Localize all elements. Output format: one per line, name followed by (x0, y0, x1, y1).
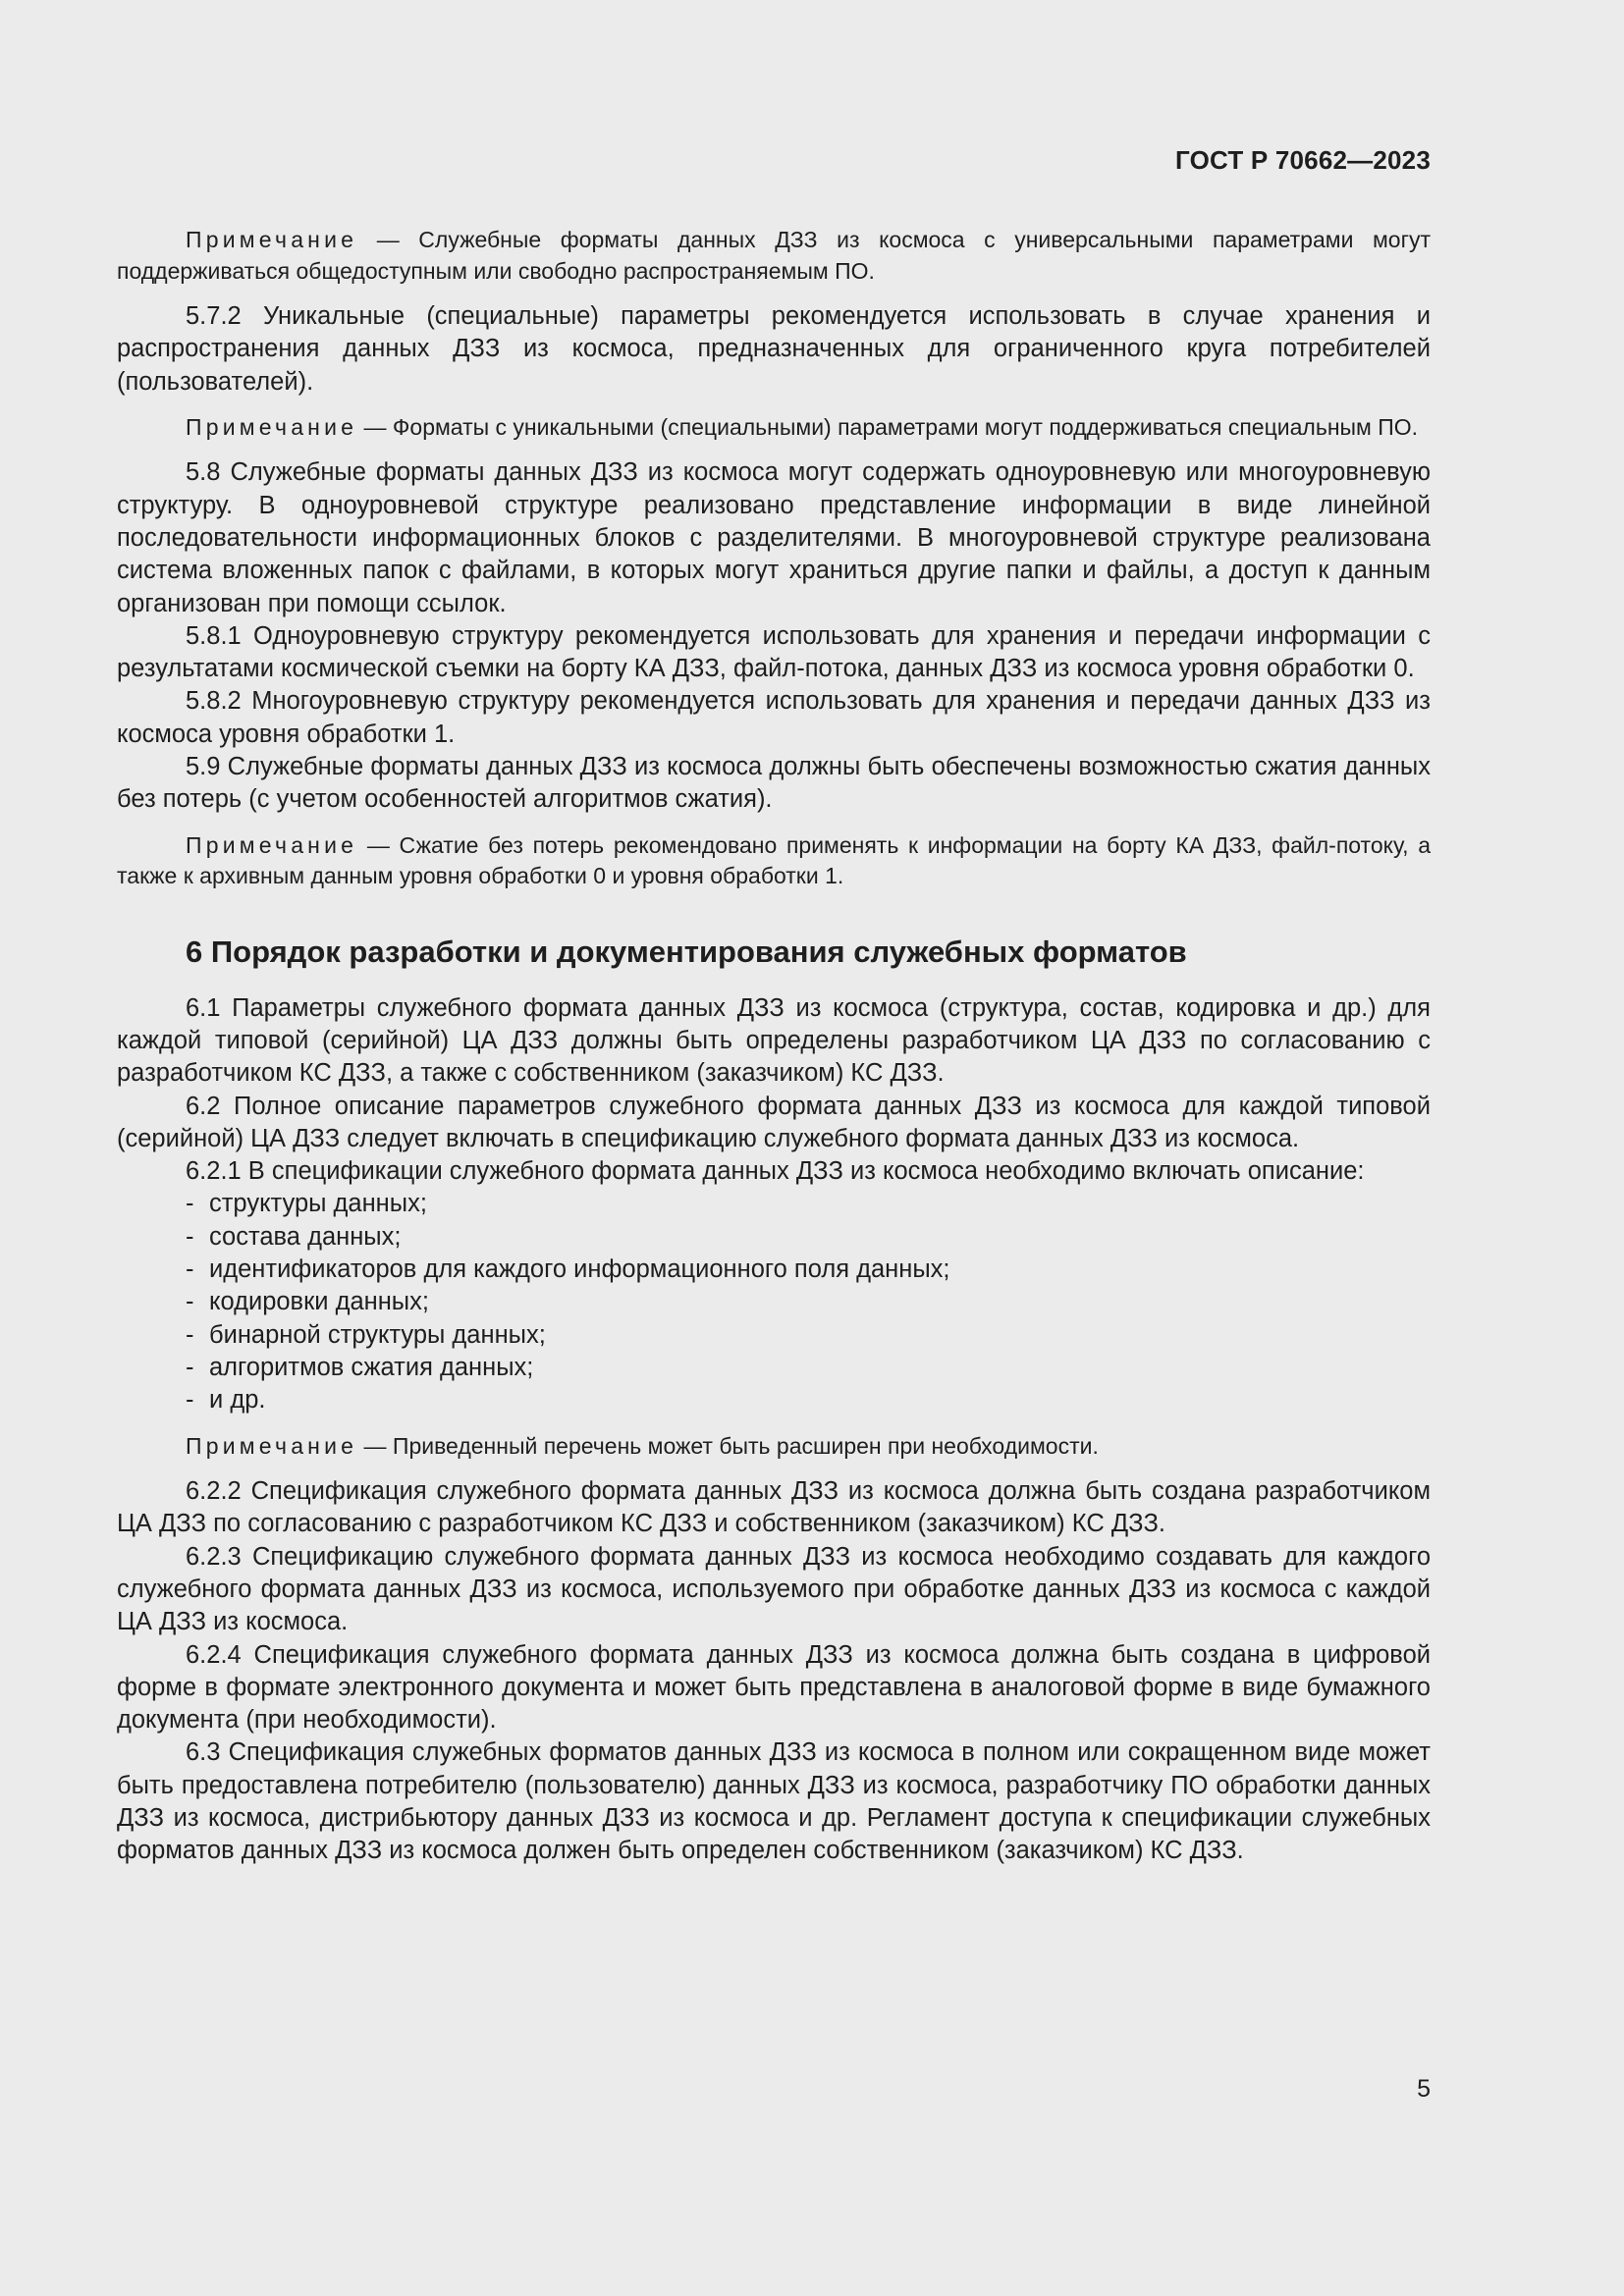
paragraph-5-8-1: 5.8.1 Одноуровневую структуру рекомендуется использовать для хранения и передачи информации с результатами космической съемки на борту КА ДЗЗ, файл-потока, данных ДЗЗ из космоса уровня обработки 0. (117, 621, 1431, 683)
section-heading-6: 6 Порядок разработки и документирования служебных форматов (186, 934, 1187, 969)
list-item: - структуры данных; (186, 1190, 427, 1218)
document-body (117, 225, 1431, 1868)
note-label: Примечание (186, 1432, 358, 1459)
note-paragraph (117, 225, 1431, 287)
requirements-list (117, 1188, 1431, 1416)
note-label: Примечание (186, 413, 358, 440)
note-text: — Сжатие без потерь рекомендовано применять к информации на борту КА ДЗЗ, файл-потоку, а также к архивным данным уровня обработки 0 и уровня обработки 1. (117, 831, 1432, 889)
paragraph-5-9: 5.9 Служебные форматы данных ДЗЗ из космоса должны быть обеспечены возможностью сжатия данных без потерь (с учетом особенностей алгоритмов сжатия). (117, 753, 1431, 814)
paragraph-5-7-2: 5.7.2 Уникальные (специальные) параметры рекомендуется использовать в случае хранения и распространения данных ДЗЗ из космоса, предназначенных для ограниченного круга потребителей (пользователей). (117, 302, 1431, 396)
list-item: - и др. (186, 1386, 266, 1415)
document-page (117, 0, 1431, 2296)
list-item: - бинарной структуры данных; (186, 1320, 546, 1349)
list-item: - алгоритмов сжатия данных; (186, 1353, 534, 1381)
paragraph-5-8: 5.8 Служебные форматы данных ДЗЗ из космоса могут содержать одноуровневую или многоуровневую структуру. В одноуровневой структуре реализовано представление информации в виде линейной последовательности информационных блоков с разделителями. В многоуровневой структуре реализована система вложенных папок с файлами, в которых могут храниться другие папки и файлы, а доступ к данным организован при помощи ссылок. (117, 458, 1431, 617)
page-number: 5 (1417, 2075, 1431, 2103)
list-item: - идентификаторов для каждого информационного поля данных; (186, 1255, 950, 1284)
paragraph-6-2: 6.2 Полное описание параметров служебного формата данных ДЗЗ из космоса для каждой типовой (серийной) ЦА ДЗЗ следует включать в спецификацию служебного формата данных ДЗЗ из космоса. (117, 1092, 1431, 1152)
note-text: — Служебные форматы данных ДЗЗ из космоса с универсальными параметрами могут поддерживаться общедоступным или свободно распространяемым ПО. (117, 227, 1432, 284)
list-item: - кодировки данных; (186, 1288, 429, 1316)
note-label: Примечание (186, 227, 358, 252)
list-item: - состава данных; (186, 1222, 402, 1251)
note-paragraph (117, 1431, 1431, 1463)
paragraph-5-8-2: 5.8.2 Многоуровневую структуру рекомендуется использовать для хранения и передачи данных ДЗЗ из космоса уровня обработки 1. (117, 687, 1431, 748)
paragraph-6-3: 6.3 Спецификация служебных форматов данных ДЗЗ из космоса в полном или сокращенном виде может быть предоставлена потребителю (пользователю) данных ДЗЗ из космоса, разработчику ПО обработки данных ДЗЗ из космоса, дистрибьютору данных ДЗЗ из космоса и др. Регламент доступа к спецификации служебных форматов данных ДЗЗ из космоса должен быть определен собственником (заказчиком) КС ДЗЗ. (117, 1738, 1431, 1865)
paragraph-6-2-2: 6.2.2 Спецификация служебного формата данных ДЗЗ из космоса должна быть создана разработчиком ЦА ДЗЗ по согласованию с разработчиком КС ДЗЗ и собственником (заказчиком) КС ДЗЗ. (117, 1477, 1431, 1538)
note-label: Примечание (186, 831, 358, 858)
document-header: ГОСТ Р 70662—2023 (1175, 145, 1431, 175)
paragraph-6-2-3: 6.2.3 Спецификацию служебного формата данных ДЗЗ из космоса необходимо создавать для каждого служебного формата данных ДЗЗ из космоса, используемого при обработке данных ДЗЗ из космоса с каждой ЦА ДЗЗ из космоса. (117, 1542, 1431, 1636)
note-paragraph (117, 830, 1431, 892)
note-text: — Форматы с уникальными (специальными) параметрами могут поддерживаться специальным ПО. (363, 413, 1419, 440)
paragraph-6-1: 6.1 Параметры служебного формата данных ДЗЗ из космоса (структура, состав, кодировка и др.) для каждой типовой (серийной) ЦА ДЗЗ должны быть определены разработчиком ЦА ДЗЗ по согласованию с разработчиком КС ДЗЗ, а также с собственником (заказчиком) КС ДЗЗ. (117, 993, 1431, 1088)
paragraph-6-2-1: 6.2.1 В спецификации служебного формата данных ДЗЗ из космоса необходимо включать описание: (186, 1157, 1365, 1186)
paragraph-6-2-4: 6.2.4 Спецификация служебного формата данных ДЗЗ из космоса должна быть создана в цифровой форме в формате электронного документа и может быть представлена в аналоговой форме в виде бумажного документа (при необходимости). (117, 1640, 1431, 1735)
note-text: — Приведенный перечень может быть расширен при необходимости. (363, 1432, 1099, 1459)
note-paragraph (117, 412, 1431, 444)
